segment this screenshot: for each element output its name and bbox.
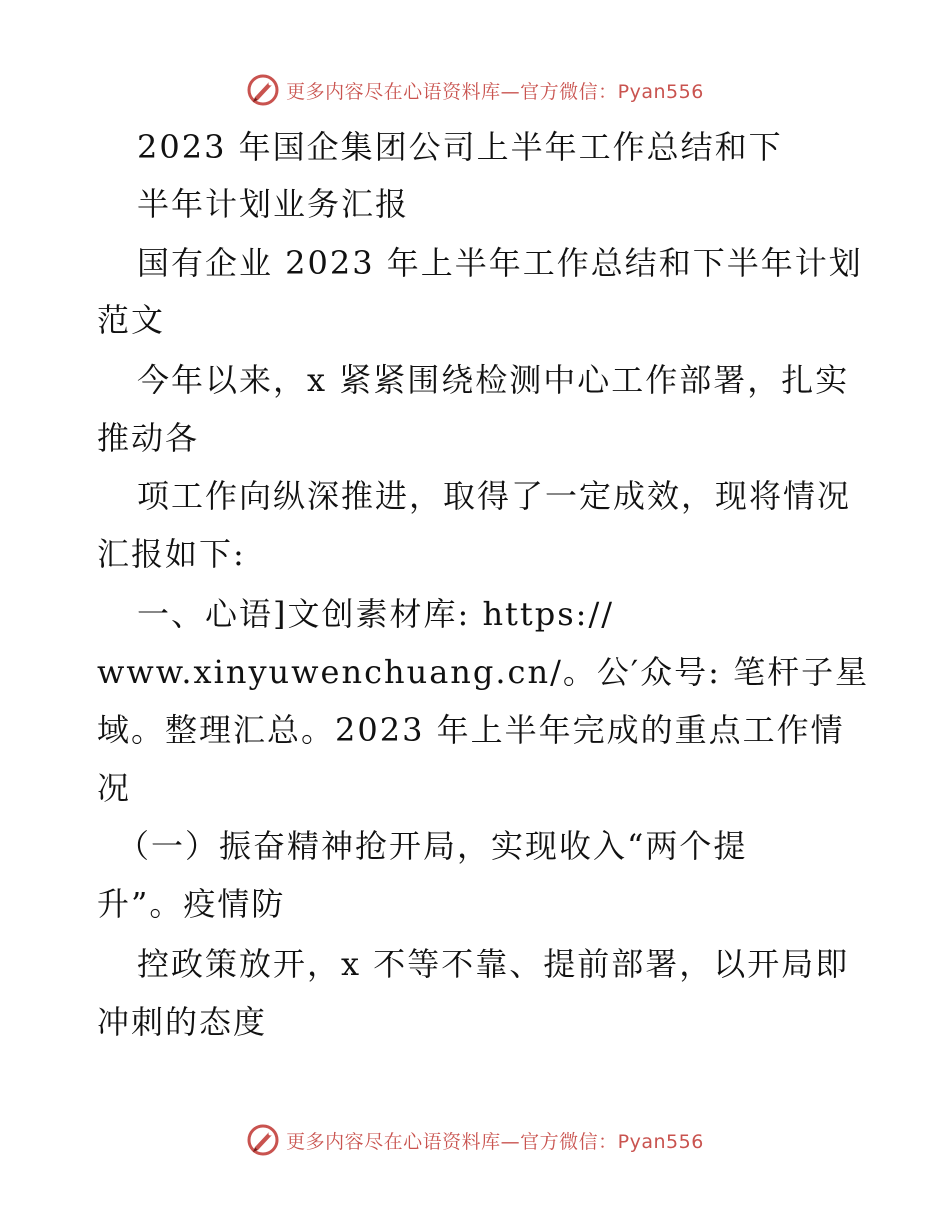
paragraph-line: 国有企业 2023 年上半年工作总结和下半年计划 — [137, 244, 863, 282]
paragraph-line: 域。整理汇总。2023 年上半年完成的重点工作情 — [97, 711, 845, 749]
watermark-brand: 更多内容尽在心语资料库 — [286, 1130, 501, 1153]
paragraph-line: 汇报如下: — [97, 535, 246, 573]
watermark-brand: 更多内容尽在心语资料库 — [286, 80, 501, 103]
pen-logo-icon — [246, 1123, 280, 1157]
paragraph-line: 冲刺的态度 — [97, 1003, 268, 1041]
subsection-heading-line: （一）振奋精神抢开局，实现收入“两个提 — [117, 827, 748, 865]
paragraph-line: 升”。疫情防 — [97, 885, 286, 923]
watermark-account: 官方微信：Pyan556 — [520, 1130, 704, 1153]
title-line-2: 半年计划业务汇报 — [137, 185, 410, 223]
paragraph-line: 项工作向纵深推进，取得了一定成效，现将情况 — [137, 477, 852, 515]
paragraph-line: 今年以来，x 紧紧围绕检测中心工作部署，扎实 — [137, 361, 850, 399]
watermark-group — [246, 1123, 704, 1157]
paragraph-line: 况 — [97, 769, 132, 807]
section-heading-line: 一、心语]文创素材库: https:// — [137, 595, 615, 633]
watermark-dash: — — [500, 80, 521, 103]
watermark-account: 官方微信：Pyan556 — [520, 80, 704, 103]
paragraph-line: 控政策放开，x 不等不靠、提前部署，以开局即 — [137, 945, 850, 983]
watermark-dash: — — [500, 1130, 521, 1153]
title-line-1: 2023 年国企集团公司上半年工作总结和下 — [137, 128, 783, 166]
paragraph-line: 范文 — [97, 301, 166, 339]
watermark-text — [286, 1127, 704, 1154]
watermark-footer — [0, 1120, 950, 1160]
paragraph-line: 推动各 — [97, 419, 200, 457]
paragraph-line: www.xinyuwenchuang.cn/。公′众号: 笔杆子星 — [97, 653, 870, 691]
